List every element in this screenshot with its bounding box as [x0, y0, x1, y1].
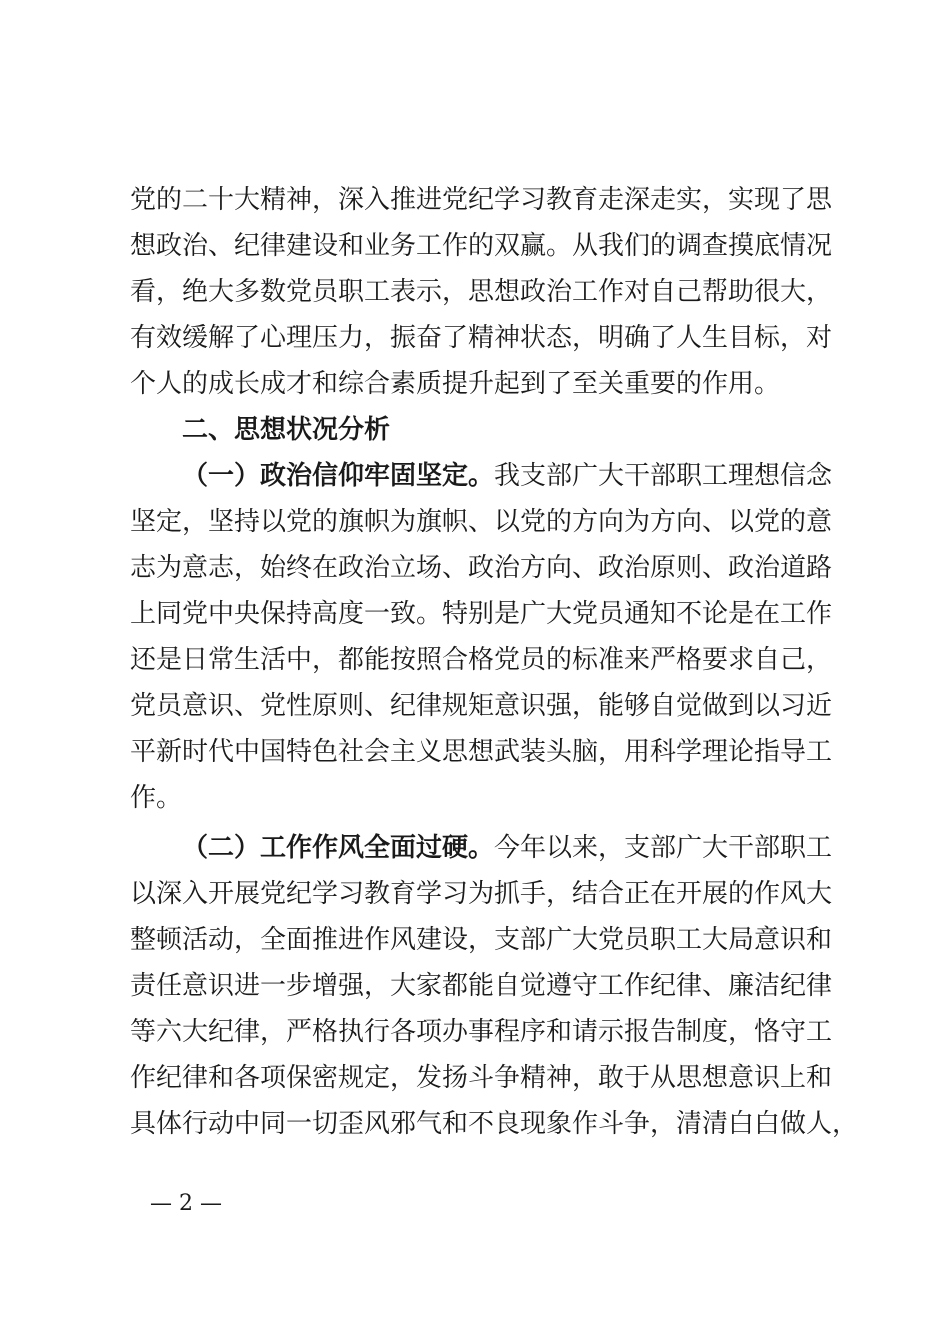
body-line: 作纪律和各项保密规定，发扬斗争精神，敢于从思想意识上和	[130, 1063, 833, 1093]
body-line: 责任意识进一步增强，大家都能自觉遵守工作纪律、廉洁纪律	[130, 971, 833, 1001]
paragraph-first-line	[182, 460, 833, 492]
body-line: 等六大纪律，严格执行各项办事程序和请示报告制度，恪守工	[130, 1017, 833, 1047]
body-line: 有效缓解了心理压力，振奋了精神状态，明确了人生目标，对	[130, 323, 833, 353]
body-line: 坚定，坚持以党的旗帜为旗帜、以党的方向为方向、以党的意	[130, 507, 833, 537]
body-line: 党员意识、党性原则、纪律规矩意识强，能够自觉做到以习近	[130, 691, 833, 721]
body-line: 以深入开展党纪学习教育学习为抓手，结合正在开展的作风大	[130, 879, 833, 909]
paragraph-text: 今年以来，支部广大干部职工	[494, 833, 833, 863]
body-line: 作。	[130, 783, 183, 813]
body-line: 党的二十大精神，深入推进党纪学习教育走深走实，实现了思	[130, 185, 833, 215]
body-line: 想政治、纪律建设和业务工作的双赢。从我们的调查摸底情况	[130, 231, 833, 261]
body-line: 上同党中央保持高度一致。特别是广大党员通知不论是在工作	[130, 599, 833, 629]
body-line: 志为意志，始终在政治立场、政治方向、政治原则、政治道路	[130, 553, 833, 583]
body-line: 个人的成长成才和综合素质提升起到了至关重要的作用。	[130, 369, 781, 399]
body-line: 整顿活动，全面推进作风建设，支部广大党员职工大局意识和	[130, 925, 833, 955]
body-line: 平新时代中国特色社会主义思想武装头脑，用科学理论指导工	[130, 737, 833, 767]
section-heading: 二、思想状况分析	[182, 415, 391, 445]
body-line: 具体行动中同一切歪风邪气和不良现象作斗争，清清白白做人，	[130, 1109, 859, 1139]
paragraph-first-line	[182, 832, 833, 864]
body-line: 还是日常生活中，都能按照合格党员的标准来严格要求自己，	[130, 645, 833, 675]
page-number: — 2 —	[150, 1191, 222, 1216]
paragraph-lead: （二）工作作风全面过硬。	[182, 833, 495, 863]
paragraph-text: 我支部广大干部职工理想信念	[494, 461, 833, 491]
paragraph-lead: （一）政治信仰牢固坚定。	[182, 461, 495, 491]
body-line: 看，绝大多数党员职工表示，思想政治工作对自己帮助很大，	[130, 277, 833, 307]
